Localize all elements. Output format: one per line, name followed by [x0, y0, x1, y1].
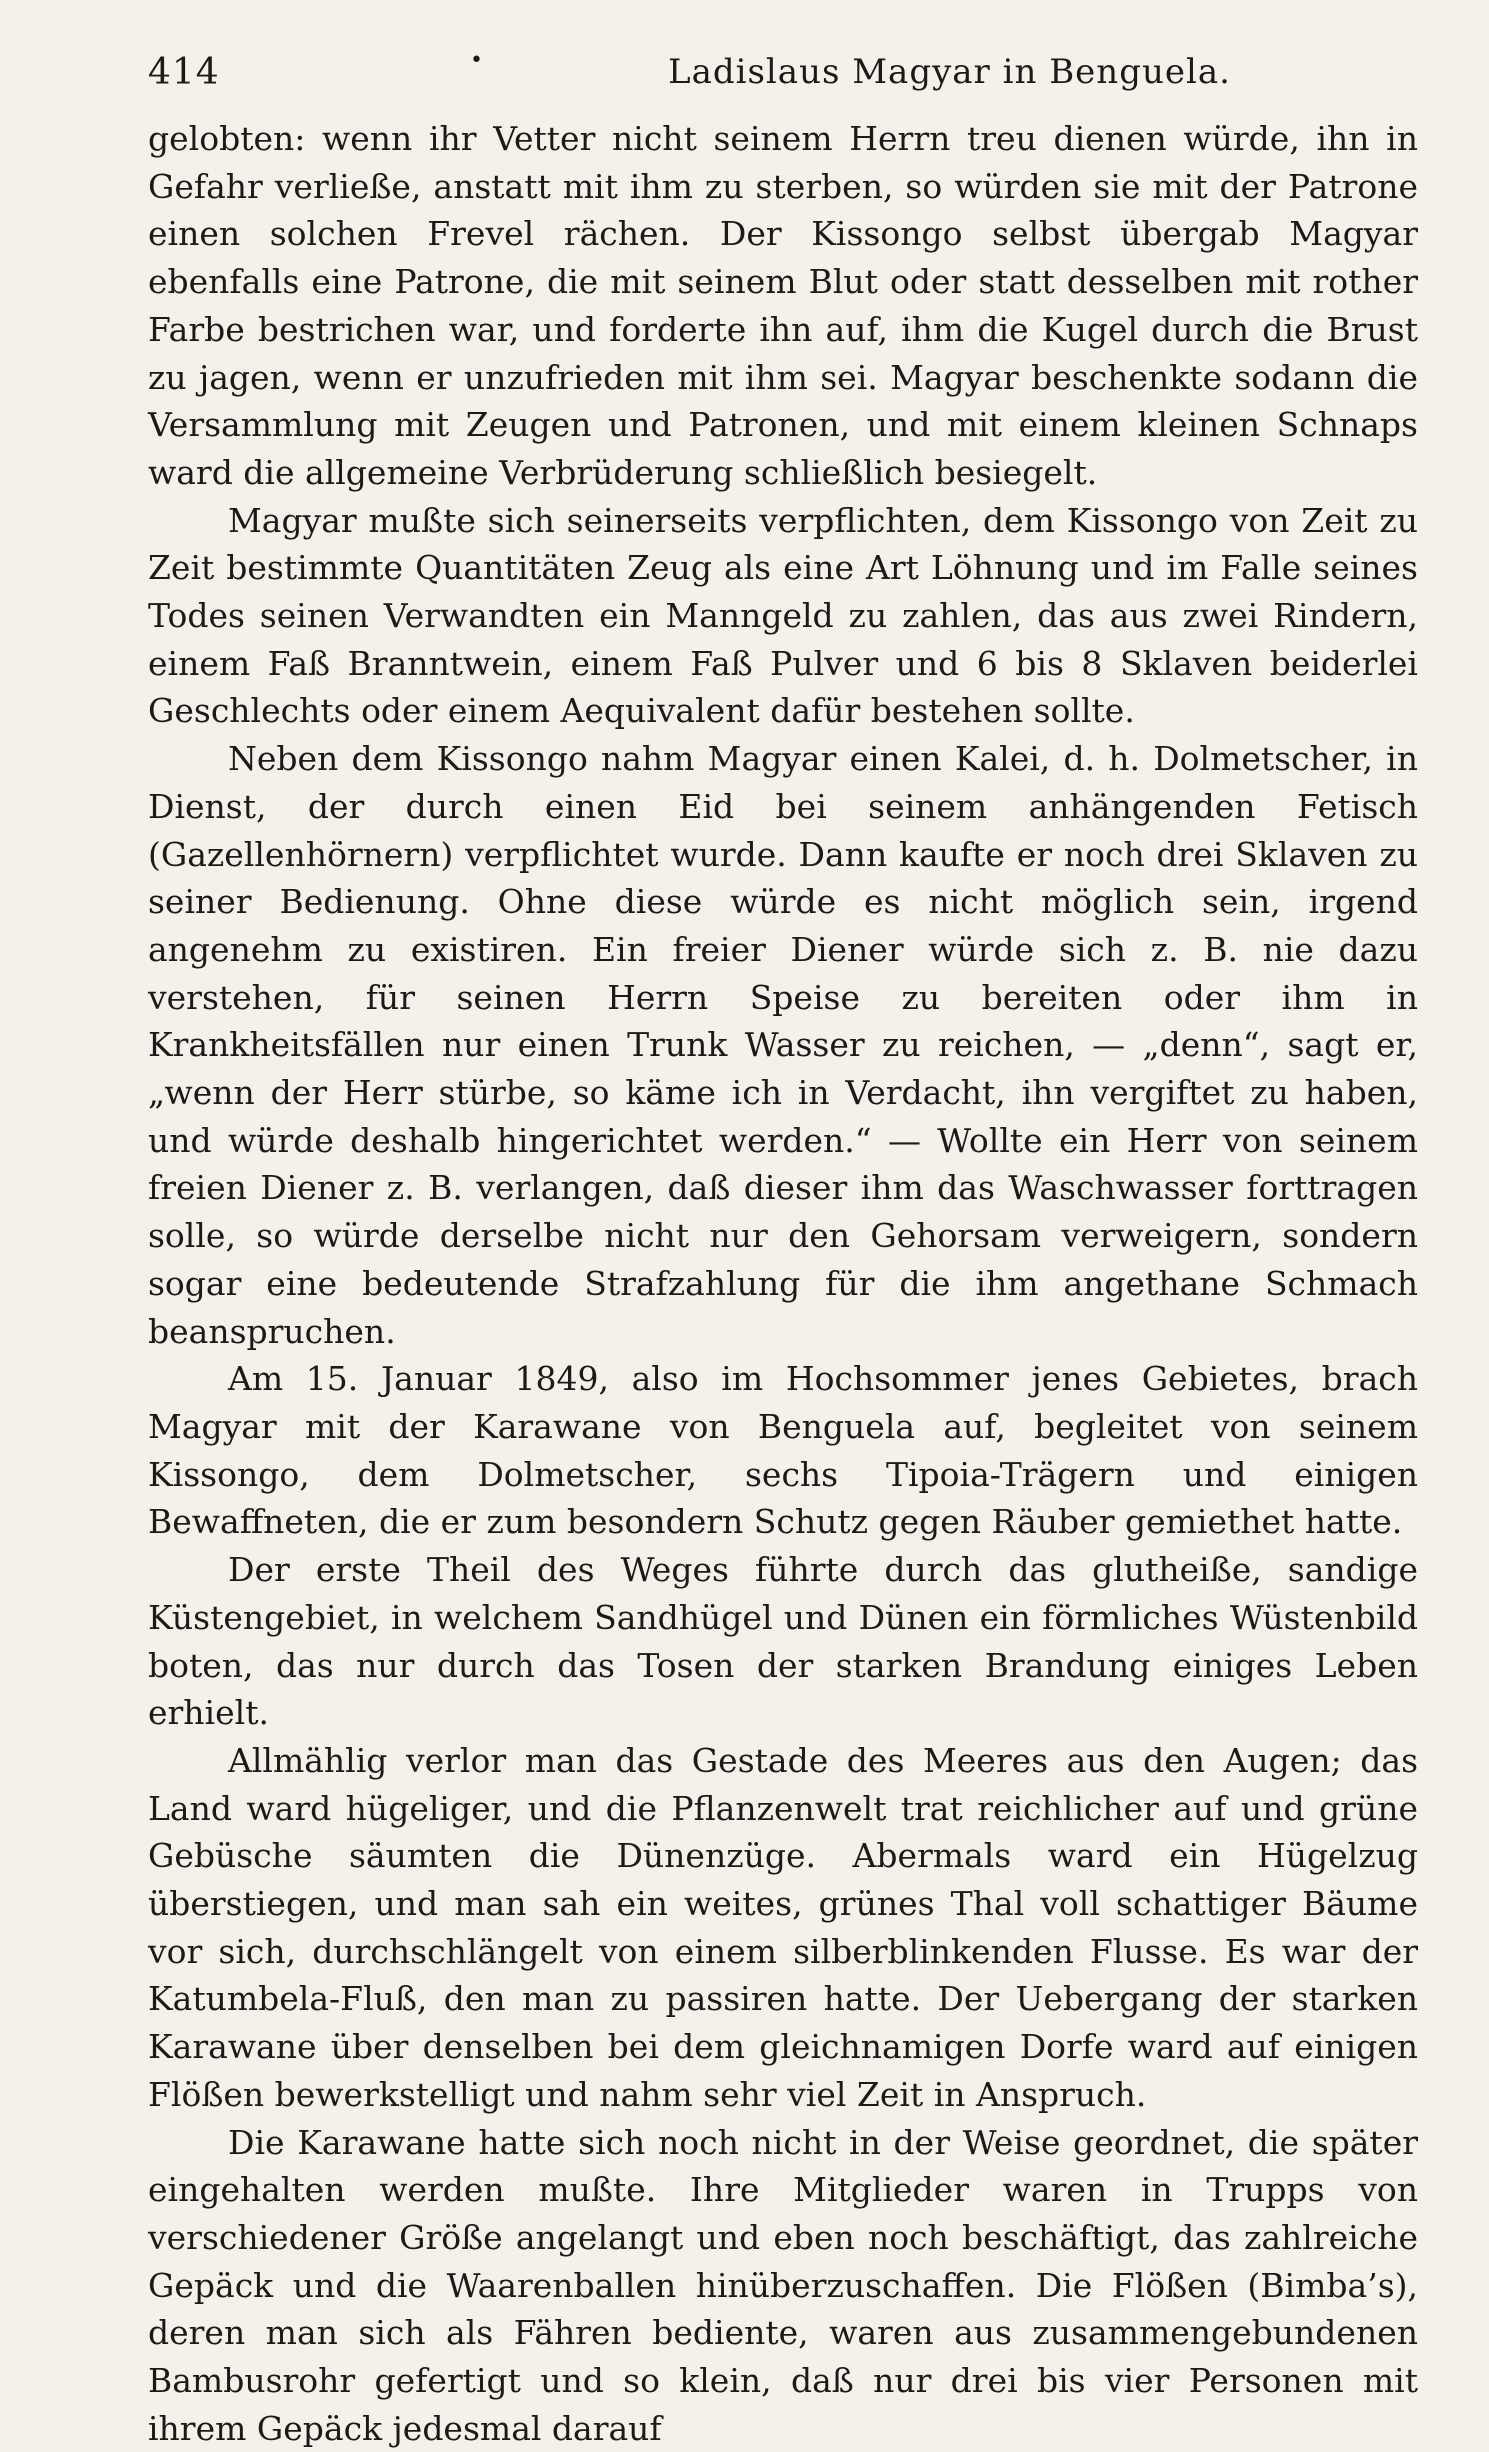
asterisk-mark: • — [470, 48, 483, 73]
paragraph-3: Neben dem Kissongo nahm Magyar einen Kalei, d. h. Dolmetscher, in Dienst, der durch einen Eid bei seinem anhängenden Fetisch (Gazellenhörnern) verpflichtet wurde. Dann kaufte er noch drei Sklaven zu seiner Bedienung. Ohne diese würde es nicht möglich sein, irgend angenehm zu existiren. Ein freier Diener würde sich z. B. nie dazu verstehen, für seinen Herrn Speise zu bereiten oder ihm in Krankheitsfällen nur einen Trunk Wasser zu reichen, — „denn“, sagt er, „wenn der Herr stürbe, so käme ich in Verdacht, ihn vergiftet zu haben, und würde deshalb hingerichtet werden.“ — Wollte ein Herr von seinem freien Diener z. B. verlangen, daß dieser ihm das Waschwasser forttragen solle, so würde derselbe nicht nur den Gehorsam verweigern, sondern sogar eine bedeutende Strafzahlung für die ihm angethane Schmach beanspruchen. — [148, 739, 1418, 1351]
page-header — [148, 48, 1418, 112]
paragraph-2: Magyar mußte sich seinerseits verpflichten, dem Kissongo von Zeit zu Zeit bestimmte Quantitäten Zeug als eine Art Löhnung und im Falle seines Todes seinen Verwandten ein Manngeld zu zahlen, das aus zwei Rindern, einem Faß Branntwein, einem Faß Pulver und 6 bis 8 Sklaven beiderlei Geschlechts oder einem Aequivalent dafür bestehen sollte. — [148, 500, 1418, 731]
paragraph-1: gelobten: wenn ihr Vetter nicht seinem Herrn treu dienen würde, ihn in Gefahr verließe, anstatt mit ihm zu sterben, so würden sie mit der Patrone einen solchen Frevel rächen. Der Kissongo selbst übergab Magyar ebenfalls eine Patrone, die mit seinem Blut oder statt desselben mit rother Farbe bestrichen war, und forderte ihn auf, ihm die Kugel durch die Brust zu jagen, wenn er unzufrieden mit ihm sei. Magyar beschenkte sodann die Versammlung mit Zeugen und Patronen, und mit einem kleinen Schnaps ward die allgemeine Verbrüderung schließlich besiegelt. — [148, 119, 1418, 492]
paragraph-4: Am 15. Januar 1849, also im Hochsommer jenes Gebietes, brach Magyar mit der Karawane von Benguela auf, begleitet von seinem Kissongo, dem Dolmetscher, sechs Tipoia-Trägern und einigen Bewaffneten, die er zum besondern Schutz gegen Räuber gemiethet hatte. — [148, 1359, 1418, 1542]
body-text — [148, 115, 1418, 2452]
paragraph-5: Der erste Theil des Weges führte durch das glutheiße, sandige Küstengebiet, in welchem Sandhügel und Dünen ein förmliches Wüstenbild boten, das nur durch das Tosen der starken Brandung einiges Leben erhielt. — [148, 1550, 1418, 1733]
running-head: Ladislaus Magyar in Benguela. — [668, 52, 1231, 92]
page-number: 414 — [148, 52, 220, 93]
paragraph-7: Die Karawane hatte sich noch nicht in der Weise geordnet, die später eingehalten werden mußte. Ihre Mitglieder waren in Trupps von verschiedener Größe angelangt und eben noch beschäftigt, das zahlreiche Gepäck und die Waarenballen hinüberzuschaffen. Die Flößen (Bimba’s), deren man sich als Fähren bediente, waren aus zusammengebundenen Bambusrohr gefertigt und so klein, daß nur drei bis vier Personen mit ihrem Gepäck jedesmal darauf — [148, 2122, 1418, 2448]
paragraph-6: Allmählig verlor man das Gestade des Meeres aus den Augen; das Land ward hügeliger, und die Pflanzenwelt trat reichlicher auf und grüne Gebüsche säumten die Dünenzüge. Abermals ward ein Hügelzug überstiegen, und man sah ein weites, grünes Thal voll schattiger Bäume vor sich, durchschlängelt von einem silberblinkenden Flusse. Es war der Katumbela-Fluß, den man zu passiren hatte. Der Uebergang der starken Karawane über denselben bei dem gleichnamigen Dorfe ward auf einigen Flößen bewerkstelligt und nahm sehr viel Zeit in Anspruch. — [148, 1740, 1418, 2114]
